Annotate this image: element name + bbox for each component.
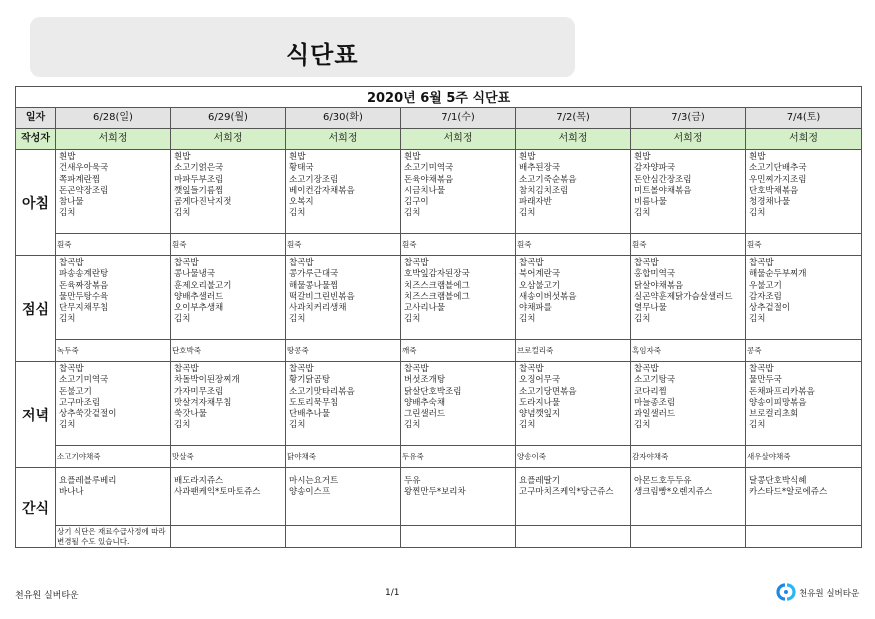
snack-menu-cell bbox=[631, 468, 746, 526]
lunch-porridge-cell: 콩죽 bbox=[746, 340, 862, 362]
menu-item: 버섯조개탕 bbox=[404, 375, 446, 386]
breakfast-menu-cell bbox=[171, 150, 286, 234]
dinner-label: 저녁 bbox=[16, 362, 56, 468]
menu-item: 오이부추생채 bbox=[174, 303, 224, 314]
menu-item: 치즈스크램블에그 bbox=[404, 291, 470, 302]
menu-item: 콩가루근대국 bbox=[289, 269, 339, 280]
snack-menu-cell bbox=[56, 468, 171, 526]
menu-item: 찹곡밥 bbox=[634, 258, 659, 268]
menu-item: 고구마조림 bbox=[59, 397, 101, 408]
day-author: 서희정 bbox=[516, 129, 631, 150]
menu-item: 흰밥 bbox=[404, 152, 421, 162]
menu-item: 깻잎들기름찜 bbox=[174, 185, 224, 196]
menu-item: 단배추나물 bbox=[289, 409, 331, 420]
menu-item: 흰밥 bbox=[289, 152, 306, 162]
snack-menu-cell bbox=[746, 468, 862, 526]
menu-item: 흰밥 bbox=[519, 152, 536, 162]
dinner-porridge-cell: 맛살죽 bbox=[171, 446, 286, 468]
menu-item: 마시는요거트 bbox=[289, 476, 339, 486]
lunch-menu-cell bbox=[171, 256, 286, 340]
breakfast-porridge-cell: 흰죽 bbox=[401, 234, 516, 256]
menu-item: 흰밥 bbox=[634, 152, 651, 162]
menu-item: 감자조림 bbox=[749, 291, 782, 302]
day-date: 7/1(수) bbox=[401, 108, 516, 129]
menu-item: 곰게다진낙지젓 bbox=[174, 197, 232, 208]
dinner-menu-cell bbox=[631, 362, 746, 446]
day-author: 서희정 bbox=[171, 129, 286, 150]
breakfast-porridge-cell: 흰죽 bbox=[286, 234, 401, 256]
menu-item: 우불고기 bbox=[749, 280, 782, 291]
dinner-porridge-cell: 두유죽 bbox=[401, 446, 516, 468]
snack-menu-cell bbox=[401, 468, 516, 526]
menu-item: 소고기죽순볶음 bbox=[519, 174, 577, 185]
menu-item: 김치 bbox=[289, 208, 306, 219]
menu-item: 도라지나물 bbox=[519, 397, 561, 408]
dinner-menu-cell bbox=[746, 362, 862, 446]
menu-item: 청경채나물 bbox=[749, 197, 791, 208]
menu-item: 김치 bbox=[404, 420, 421, 431]
menu-item: 찹곡밥 bbox=[749, 364, 774, 374]
menu-item: 찹곡밥 bbox=[289, 258, 314, 268]
menu-item: 찹곡밥 bbox=[289, 364, 314, 374]
menu-item: 바나나 bbox=[59, 487, 84, 498]
menu-item: 찹곡밥 bbox=[59, 364, 84, 374]
menu-item: 양송이피망볶음 bbox=[749, 397, 807, 408]
menu-item: 배도라지쥬스 bbox=[174, 476, 224, 486]
menu-item: 김치 bbox=[174, 314, 191, 325]
menu-item: 두유 bbox=[404, 476, 421, 486]
menu-item: 참나물 bbox=[59, 197, 84, 208]
lunch-porridge-cell: 땅콩죽 bbox=[286, 340, 401, 362]
menu-item: 해물순두부찌개 bbox=[749, 269, 807, 280]
day-date: 7/2(목) bbox=[516, 108, 631, 129]
breakfast-porridge-cell: 흰죽 bbox=[56, 234, 171, 256]
breakfast-menu-cell bbox=[516, 150, 631, 234]
menu-item: 왕찐만두*보리차 bbox=[404, 487, 466, 498]
dinner-porridge-cell: 소고기야채죽 bbox=[56, 446, 171, 468]
menu-item: 황기닭곰탕 bbox=[289, 375, 331, 386]
menu-item: 돈육야채볶음 bbox=[404, 174, 454, 185]
menu-item: 소고기미역국 bbox=[404, 163, 454, 174]
menu-item: 찹곡밥 bbox=[174, 364, 199, 374]
author-label: 작성자 bbox=[16, 129, 56, 150]
menu-item: 김치 bbox=[519, 420, 536, 431]
menu-item: 오삼불고기 bbox=[519, 280, 561, 291]
menu-item: 소고기당면볶음 bbox=[519, 386, 577, 397]
breakfast-porridge-cell: 흰죽 bbox=[516, 234, 631, 256]
snack-menu-cell bbox=[516, 468, 631, 526]
menu-item: 사과팬케익*토마토쥬스 bbox=[174, 487, 261, 498]
menu-item: 콩나물냉국 bbox=[174, 269, 216, 280]
menu-item: 치즈스크램블에그 bbox=[404, 280, 470, 291]
menu-item: 물만두국 bbox=[749, 375, 782, 386]
menu-item: 찹곡밥 bbox=[404, 258, 429, 268]
menu-item: 김치 bbox=[289, 420, 306, 431]
menu-item: 김치 bbox=[519, 208, 536, 219]
menu-item: 김치 bbox=[174, 420, 191, 431]
menu-item: 달콩단호박식혜 bbox=[749, 476, 807, 486]
day-author: 서희정 bbox=[401, 129, 516, 150]
dinner-porridge-cell: 양송이죽 bbox=[516, 446, 631, 468]
menu-item: 찹곡밥 bbox=[634, 364, 659, 374]
lunch-menu-cell bbox=[746, 256, 862, 340]
menu-item: 시금치나물 bbox=[404, 185, 446, 196]
day-date: 6/28(일) bbox=[56, 108, 171, 129]
meal-plan-table bbox=[15, 86, 862, 548]
lunch-porridge-cell: 깨죽 bbox=[401, 340, 516, 362]
menu-item: 소고기장조림 bbox=[289, 174, 339, 185]
menu-item: 차돌박이된장찌개 bbox=[174, 375, 240, 386]
lunch-porridge-cell: 브로컬리죽 bbox=[516, 340, 631, 362]
day-author: 서희정 bbox=[746, 129, 862, 150]
menu-item: 참치김치조림 bbox=[519, 185, 569, 196]
menu-item: 훈제오리불고기 bbox=[174, 280, 232, 291]
menu-item: 김치 bbox=[404, 208, 421, 219]
note-cell bbox=[171, 526, 286, 548]
menu-item: 떡갈비그린빈볶음 bbox=[289, 291, 355, 302]
menu-item: 비름나물 bbox=[634, 197, 667, 208]
snack-menu-cell bbox=[171, 468, 286, 526]
menu-item: 사과치커리생채 bbox=[289, 303, 347, 314]
note-cell bbox=[401, 526, 516, 548]
menu-item: 김치 bbox=[289, 314, 306, 325]
menu-item: 돈불고기 bbox=[59, 386, 92, 397]
breakfast-menu-cell bbox=[56, 150, 171, 234]
menu-item: 북어계란국 bbox=[519, 269, 561, 280]
menu-item: 단무지채무침 bbox=[59, 303, 109, 314]
lunch-menu-cell bbox=[516, 256, 631, 340]
menu-item: 김치 bbox=[634, 208, 651, 219]
lunch-menu-cell bbox=[286, 256, 401, 340]
dinner-menu-cell bbox=[401, 362, 516, 446]
menu-item: 돈곤약장조림 bbox=[59, 185, 109, 196]
menu-item: 감자양파국 bbox=[634, 163, 676, 174]
menu-item: 김치 bbox=[404, 314, 421, 325]
menu-item: 오복지 bbox=[289, 197, 314, 208]
menu-item: 마파두부조림 bbox=[174, 174, 224, 185]
note-cell bbox=[631, 526, 746, 548]
menu-item: 소고기탕국 bbox=[634, 375, 676, 386]
menu-item: 홍합미역국 bbox=[634, 269, 676, 280]
dinner-porridge-cell: 새우살야채죽 bbox=[746, 446, 862, 468]
breakfast-menu-cell bbox=[401, 150, 516, 234]
menu-item: 양념깻잎지 bbox=[519, 409, 561, 420]
menu-item: 김치 bbox=[749, 208, 766, 219]
menu-item: 새송이버섯볶음 bbox=[519, 291, 577, 302]
menu-item: 브로컬리초회 bbox=[749, 409, 799, 420]
menu-item: 열무나물 bbox=[634, 303, 667, 314]
menu-item: 김치 bbox=[634, 314, 651, 325]
day-date: 6/29(월) bbox=[171, 108, 286, 129]
breakfast-menu-cell bbox=[746, 150, 862, 234]
breakfast-porridge-cell: 흰죽 bbox=[631, 234, 746, 256]
menu-item: 흰밥 bbox=[174, 152, 191, 162]
menu-item: 소고기맛타리볶음 bbox=[289, 386, 355, 397]
menu-item: 상추겉절이 bbox=[749, 303, 791, 314]
menu-item: 황태국 bbox=[289, 163, 314, 174]
menu-item: 흰밥 bbox=[749, 152, 766, 162]
note-cell bbox=[516, 526, 631, 548]
menu-item: 찹곡밥 bbox=[519, 258, 544, 268]
menu-item: 해물콩나물찜 bbox=[289, 280, 339, 291]
menu-item: 김치 bbox=[59, 208, 76, 219]
menu-item: 고구마치즈케익*당근쥬스 bbox=[519, 487, 614, 498]
breakfast-menu-cell bbox=[286, 150, 401, 234]
footer-page-number: 1/1 bbox=[385, 588, 400, 598]
menu-item: 물만두탕수육 bbox=[59, 291, 109, 302]
menu-item: 닭살야채볶음 bbox=[634, 280, 684, 291]
lunch-porridge-cell: 흑임자죽 bbox=[631, 340, 746, 362]
menu-item: 코다리찜 bbox=[634, 386, 667, 397]
menu-item: 우민찌가지조림 bbox=[749, 174, 807, 185]
menu-item: 찹곡밥 bbox=[174, 258, 199, 268]
menu-item: 양배추숙채 bbox=[404, 397, 446, 408]
menu-item: 김치 bbox=[519, 314, 536, 325]
note-cell: 상기 식단은 재료수급사정에 따라 변경될 수도 있습니다. bbox=[56, 526, 171, 548]
lunch-menu-cell bbox=[631, 256, 746, 340]
menu-item: 맛살겨자채무침 bbox=[174, 397, 232, 408]
menu-item: 김치 bbox=[634, 420, 651, 431]
menu-item: 김치 bbox=[59, 420, 76, 431]
menu-item: 실곤약훈제닭가슴살샐러드 bbox=[634, 291, 733, 302]
menu-item: 닭살단호박조림 bbox=[404, 386, 462, 397]
footer-logo bbox=[775, 582, 865, 602]
menu-item: 양배추샐러드 bbox=[174, 291, 224, 302]
menu-item: 돈육짜장볶음 bbox=[59, 280, 109, 291]
menu-item: 찹곡밥 bbox=[59, 258, 84, 268]
menu-item: 소고기단배추국 bbox=[749, 163, 807, 174]
note-cell bbox=[746, 526, 862, 548]
dinner-menu-cell bbox=[171, 362, 286, 446]
dinner-menu-cell bbox=[56, 362, 171, 446]
menu-item: 베이컨감자채볶음 bbox=[289, 185, 355, 196]
menu-item: 파래자반 bbox=[519, 197, 552, 208]
page-title: 식단표 bbox=[286, 41, 359, 69]
day-date: 7/4(토) bbox=[746, 108, 862, 129]
menu-item: 찹곡밥 bbox=[404, 364, 429, 374]
menu-item: 고사리나물 bbox=[404, 303, 446, 314]
note-cell bbox=[286, 526, 401, 548]
menu-item: 요플레블루베리 bbox=[59, 476, 117, 486]
menu-item: 배추된장국 bbox=[519, 163, 561, 174]
lunch-menu-cell bbox=[401, 256, 516, 340]
menu-item: 과일샐러드 bbox=[634, 409, 676, 420]
menu-item: 김치 bbox=[59, 314, 76, 325]
menu-item: 도토리묵무침 bbox=[289, 397, 339, 408]
day-author: 서희정 bbox=[631, 129, 746, 150]
menu-item: 찹곡밥 bbox=[519, 364, 544, 374]
menu-item: 생크림빵*오렌지쥬스 bbox=[634, 487, 713, 498]
breakfast-label: 아침 bbox=[16, 150, 56, 256]
menu-item: 흰밥 bbox=[59, 152, 76, 162]
snack-label: 간식 bbox=[16, 468, 56, 548]
breakfast-porridge-cell: 흰죽 bbox=[171, 234, 286, 256]
menu-item: 소고기미역국 bbox=[59, 375, 109, 386]
menu-item: 야채파를 bbox=[519, 303, 552, 314]
menu-item: 가자미무조림 bbox=[174, 386, 224, 397]
breakfast-porridge-cell: 흰죽 bbox=[746, 234, 862, 256]
menu-item: 쑥갓나물 bbox=[174, 409, 207, 420]
lunch-menu-cell bbox=[56, 256, 171, 340]
lunch-porridge-cell: 단호박죽 bbox=[171, 340, 286, 362]
menu-item: 파송송계란탕 bbox=[59, 269, 109, 280]
day-date: 6/30(화) bbox=[286, 108, 401, 129]
logo-icon bbox=[775, 582, 797, 602]
menu-item: 건새우아욱국 bbox=[59, 163, 109, 174]
menu-item: 김구이 bbox=[404, 197, 429, 208]
menu-item: 찹곡밥 bbox=[749, 258, 774, 268]
menu-item: 미트볼야채볶음 bbox=[634, 185, 692, 196]
logo-text: 천유원 실버타운 bbox=[799, 589, 860, 599]
menu-item: 단호박채볶음 bbox=[749, 185, 799, 196]
menu-item: 호박잎감자된장국 bbox=[404, 269, 470, 280]
menu-item: 아몬드호두두유 bbox=[634, 476, 692, 486]
snack-menu-cell bbox=[286, 468, 401, 526]
menu-item: 요플레딸기 bbox=[519, 476, 561, 486]
dinner-menu-cell bbox=[286, 362, 401, 446]
menu-item: 돈채파프리카볶음 bbox=[749, 386, 815, 397]
day-author: 서희정 bbox=[286, 129, 401, 150]
day-author: 서희정 bbox=[56, 129, 171, 150]
footer-org: 천유원 실버타운 bbox=[15, 591, 79, 601]
menu-item: 그린샐러드 bbox=[404, 409, 446, 420]
menu-item: 양송이스프 bbox=[289, 487, 331, 498]
lunch-label: 점심 bbox=[16, 256, 56, 362]
dinner-menu-cell bbox=[516, 362, 631, 446]
menu-item: 카스타드*알로에쥬스 bbox=[749, 487, 828, 498]
menu-item: 돈안심간장조림 bbox=[634, 174, 692, 185]
page-title-box bbox=[30, 17, 575, 77]
menu-item: 마늘종조림 bbox=[634, 397, 676, 408]
menu-item: 김치 bbox=[749, 420, 766, 431]
menu-item: 김치 bbox=[749, 314, 766, 325]
menu-item: 김치 bbox=[174, 208, 191, 219]
dinner-porridge-cell: 닭야채죽 bbox=[286, 446, 401, 468]
breakfast-menu-cell bbox=[631, 150, 746, 234]
menu-item: 상추쑥갓겉절이 bbox=[59, 409, 117, 420]
menu-item: 오징어무국 bbox=[519, 375, 561, 386]
dinner-porridge-cell: 감자야채죽 bbox=[631, 446, 746, 468]
menu-item: 쪽파계란찜 bbox=[59, 174, 101, 185]
menu-item: 소고기얽은국 bbox=[174, 163, 224, 174]
date-label: 일자 bbox=[16, 108, 56, 129]
day-date: 7/3(금) bbox=[631, 108, 746, 129]
table-title: 2020년 6월 5주 식단표 bbox=[16, 87, 862, 108]
lunch-porridge-cell: 녹두죽 bbox=[56, 340, 171, 362]
